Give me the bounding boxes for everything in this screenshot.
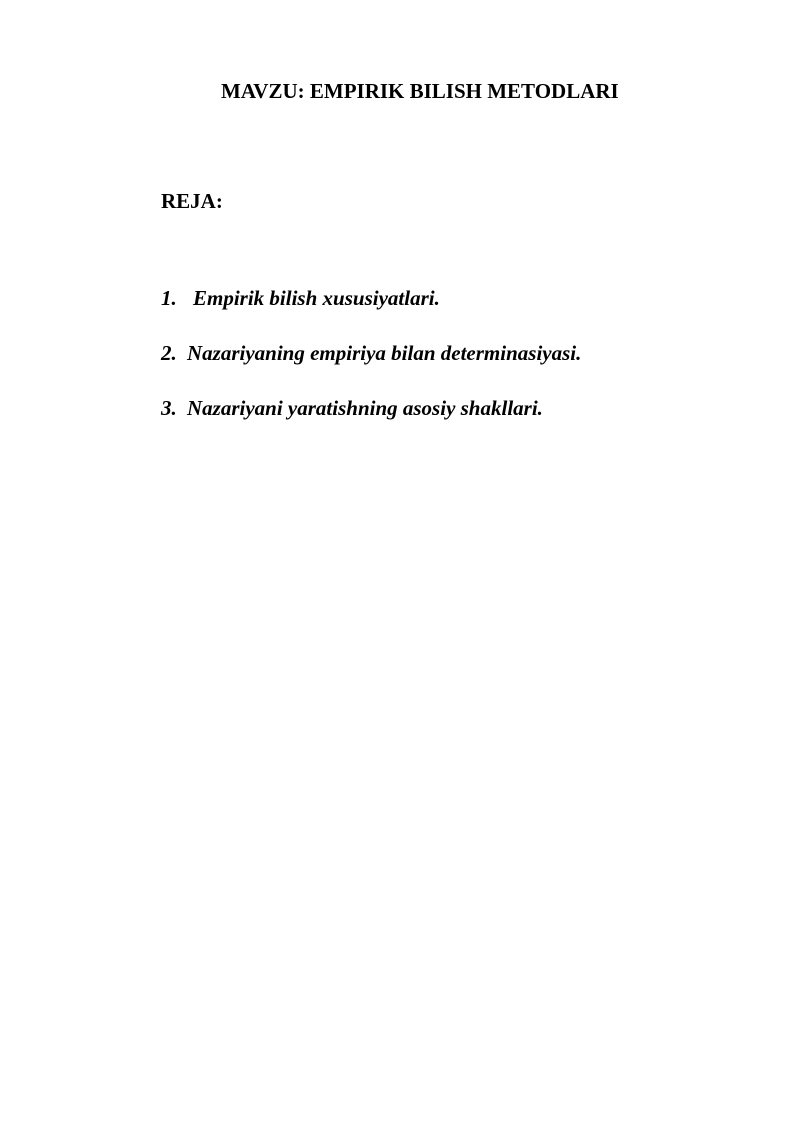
- plan-item-text: Nazariyani yaratishning asosiy shakllari.: [187, 396, 543, 420]
- plan-item-1: [161, 283, 761, 313]
- plan-item-number: 1.: [161, 286, 177, 310]
- plan-list: [161, 283, 761, 448]
- plan-item-3: [161, 393, 761, 423]
- plan-item-text: Empirik bilish xususiyatlari.: [193, 286, 440, 310]
- document-title: MAVZU: EMPIRIK BILISH METODLARI: [221, 79, 619, 103]
- plan-item-text: Nazariyaning empiriya bilan determinasiyasi.: [187, 341, 582, 365]
- plan-heading: REJA:: [161, 189, 223, 213]
- plan-item-number: 2.: [161, 341, 177, 365]
- plan-item-number: 3.: [161, 396, 177, 420]
- plan-item-2: [161, 338, 761, 368]
